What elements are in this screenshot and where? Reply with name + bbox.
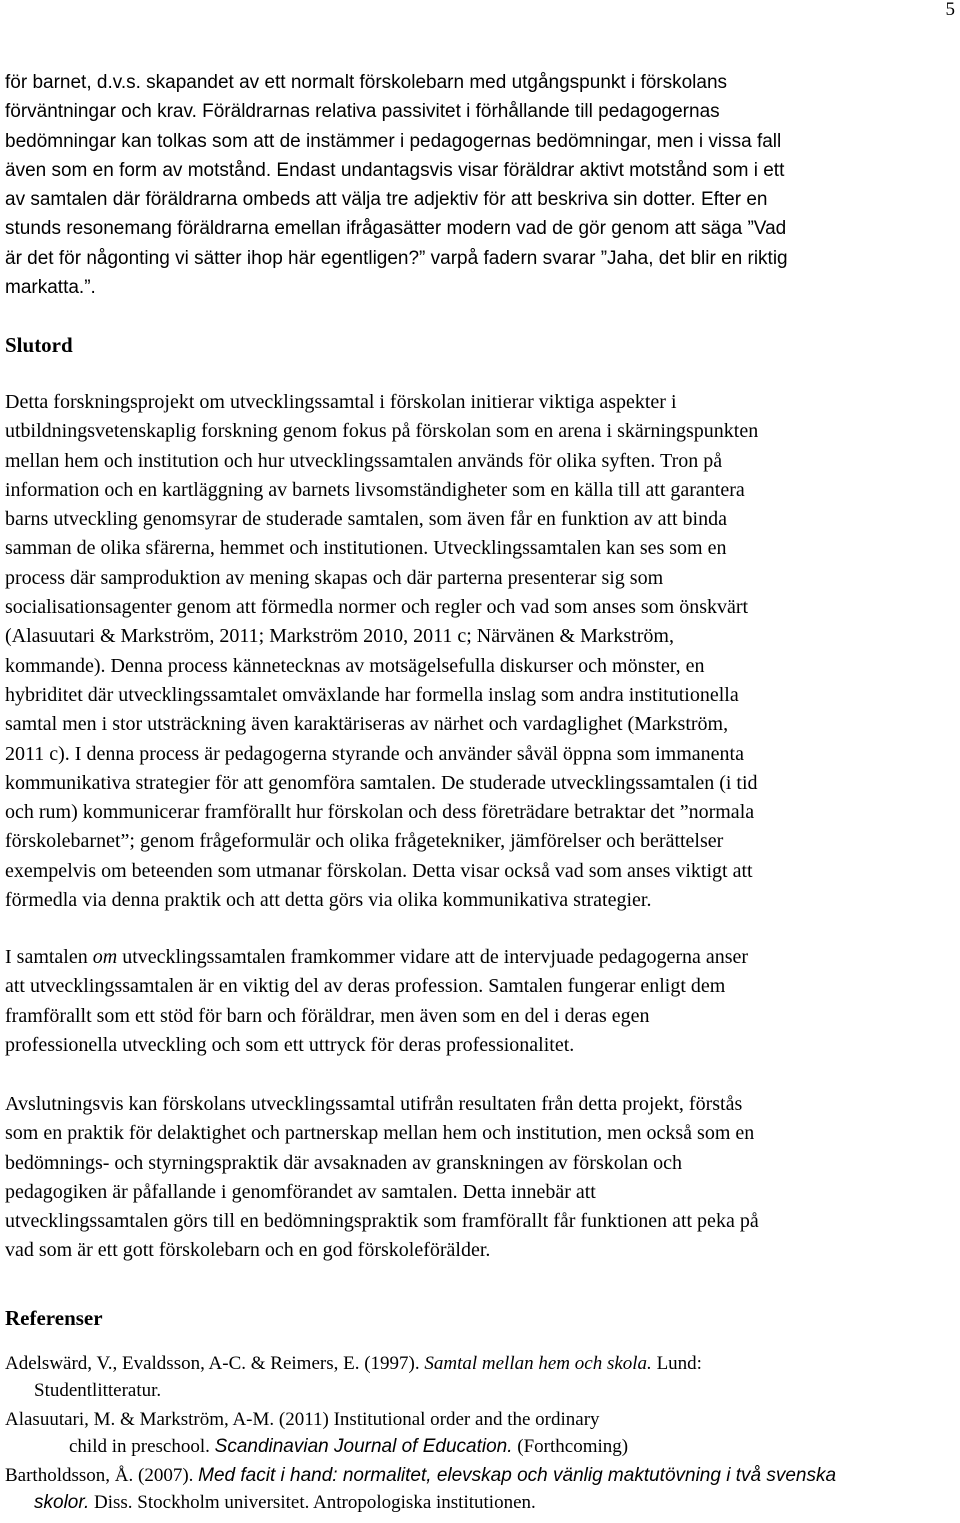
- text-line: förskolebarnet”; genom frågeformulär och olika frågetekniker, jämförelser och berättelser: [5, 830, 724, 853]
- reference-entry: [5, 1406, 955, 1460]
- text-line: samtal men i stor utsträckning även karaktäriseras av närhet och vardaglighet (Markström,: [5, 713, 729, 736]
- text-run: (Forthcoming): [512, 1436, 629, 1457]
- reference-title: Med facit i hand: normalitet, elevskap och vänlig maktutövning i två svenska: [198, 1465, 837, 1486]
- reference-continuation: Studentlitteratur.: [34, 1380, 162, 1401]
- text-line: är det för någonting vi sätter ihop här egentligen?” varpå fadern svarar ”Jaha, det blir en riktig: [5, 247, 788, 269]
- text-line: 2011 c). I denna process är pedagogerna styrande och använder såväl öppna som immanenta: [5, 742, 744, 765]
- reference-authors: Bartholdsson, Å. (2007).: [5, 1465, 199, 1486]
- text-line: Avslutningsvis kan förskolans utvecklingssamtal utifrån resultaten från detta projekt, förstås: [5, 1093, 743, 1115]
- text-line: socialisationsagenter genom att förmedla normer och regler och vad som anses som önskvärt: [5, 596, 749, 619]
- text-line: kommunikativa strategier för att genomföra samtalen. De studerade utvecklingssamtalen (i tid: [5, 771, 758, 794]
- reference-list: [5, 1350, 955, 1518]
- text-line: hybriditet där utvecklingssamtalet omväxlande har formella inslag som andra institutionella: [5, 683, 739, 706]
- slutord-paragraph-1: [5, 388, 955, 915]
- text-line: som en praktik för delaktighet och partnerskap mellan hem och institution, men också som en: [5, 1122, 755, 1145]
- text-line: stunds resonemang föräldrarna emellan ifrågasätter modern vad de gör genom att säga ”Vad: [5, 218, 787, 240]
- text-line: pedagogiken är påfallande i genomförandet av samtalen. Detta innebär att: [5, 1180, 596, 1203]
- text-line: bedömnings- och styrningspraktik där avsaknaden av granskningen av förskolan och: [5, 1151, 683, 1174]
- reference-publisher: Lund:: [651, 1353, 702, 1374]
- reference-title-cont: skolor.: [34, 1492, 90, 1513]
- text-line: samman de olika sfärerna, hemmet och institutionen. Utvecklingssamtalen kan ses som en: [5, 537, 727, 560]
- text-line: kommande). Denna process kännetecknas av motsägelsefulla diskurser och mönster, en: [5, 654, 705, 677]
- text-line: och rum) kommunicerar framförallt hur förskolan och dess företrädare betraktar det ”normala: [5, 801, 755, 824]
- text-line: framförallt som ett stöd för barn och föräldrar, men även som en del i deras egen: [5, 1004, 650, 1027]
- emphasis-text: om: [92, 946, 118, 968]
- text-run: I samtalen: [5, 946, 93, 968]
- text-line: mellan hem och institution och hur utvecklingssamtalen används för olika syften. Tron på: [5, 449, 723, 472]
- text-line: för barnet, d.v.s. skapandet av ett normalt förskolebarn med utgångspunkt i förskolans: [5, 72, 728, 93]
- text-line: Detta forskningsprojekt om utvecklingssamtal i förskolan initierar viktiga aspekter i: [5, 391, 677, 413]
- reference-authors: Adelswärd, V., Evaldsson, A-C. & Reimers, E. (1997).: [5, 1353, 425, 1374]
- page-number: 5: [945, 0, 955, 20]
- reference-title: Samtal mellan hem och skola.: [424, 1353, 652, 1374]
- section-heading-referenser: Referenser: [5, 1306, 103, 1330]
- text-line: professionella utveckling och som ett uttryck för deras professionalitet.: [5, 1033, 575, 1056]
- text-line: att utvecklingssamtalen är en viktig del av deras profession. Samtalen fungerar enligt dem: [5, 975, 726, 998]
- text-line: vad som är ett gott förskolebarn och en god förskoleförälder.: [5, 1239, 491, 1262]
- text-line: även som en form av motstånd. Endast undantagsvis visar föräldrar aktivt motstånd som i ett: [5, 159, 785, 181]
- text-line: information och en kartläggning av barnets livsomständigheter som en källa till att garantera: [5, 478, 745, 501]
- reference-journal: Scandinavian Journal of Education.: [214, 1436, 513, 1457]
- text-line: utvecklingssamtalen görs till en bedömningspraktik som framförallt får funktionen att peka på: [5, 1210, 759, 1233]
- text-run: child in preschool.: [69, 1436, 215, 1457]
- reference-line: Alasuutari, M. & Markström, A-M. (2011) Institutional order and the ordinary: [5, 1409, 600, 1430]
- text-line: [5, 943, 955, 972]
- section-heading-slutord: Slutord: [5, 333, 73, 357]
- text-line: markatta.”.: [5, 277, 96, 299]
- reference-entry: [5, 1350, 955, 1404]
- text-line: (Alasuutari & Markström, 2011; Markström 2010, 2011 c; Närvänen & Markström,: [5, 625, 674, 648]
- text-line: process där samproduktion av mening skapas och där parterna presenterar sig som: [5, 566, 664, 589]
- reference-entry: [5, 1462, 955, 1516]
- intro-paragraph: [5, 68, 955, 302]
- slutord-paragraph-3: [5, 1090, 955, 1266]
- text-line: av samtalen där föräldrarna ombeds att välja tre adjektiv för att beskriva sin dotter. Efter en: [5, 189, 768, 211]
- text-run: Diss. Stockholm universitet. Antropologiska institutionen.: [89, 1492, 536, 1513]
- text-line: exempelvis om beteenden som utmanar förskolan. Detta visar också vad som anses viktigt att: [5, 859, 753, 882]
- slutord-paragraph-2: [5, 943, 955, 1060]
- text-line: barns utveckling genomsyrar de studerade samtalen, som även får en funktion av att binda: [5, 508, 727, 531]
- text-line: bedömningar kan tolkas som att de instämmer i pedagogernas bedömningar, men i vissa fall: [5, 130, 782, 152]
- text-line: förväntningar och krav. Föräldrarnas relativa passivitet i förhållande till pedagogernas: [5, 101, 720, 123]
- text-line: utbildningsvetenskaplig forskning genom fokus på förskolan som en arena i skärningspunkten: [5, 420, 759, 443]
- text-line: förmedla via denna praktik och att detta görs via olika kommunikativa strategier.: [5, 889, 652, 912]
- reference-continuation: [5, 1433, 955, 1460]
- text-run: utvecklingssamtalen framkommer vidare att de intervjuade pedagogerna anser: [117, 946, 749, 968]
- reference-continuation: [5, 1489, 955, 1516]
